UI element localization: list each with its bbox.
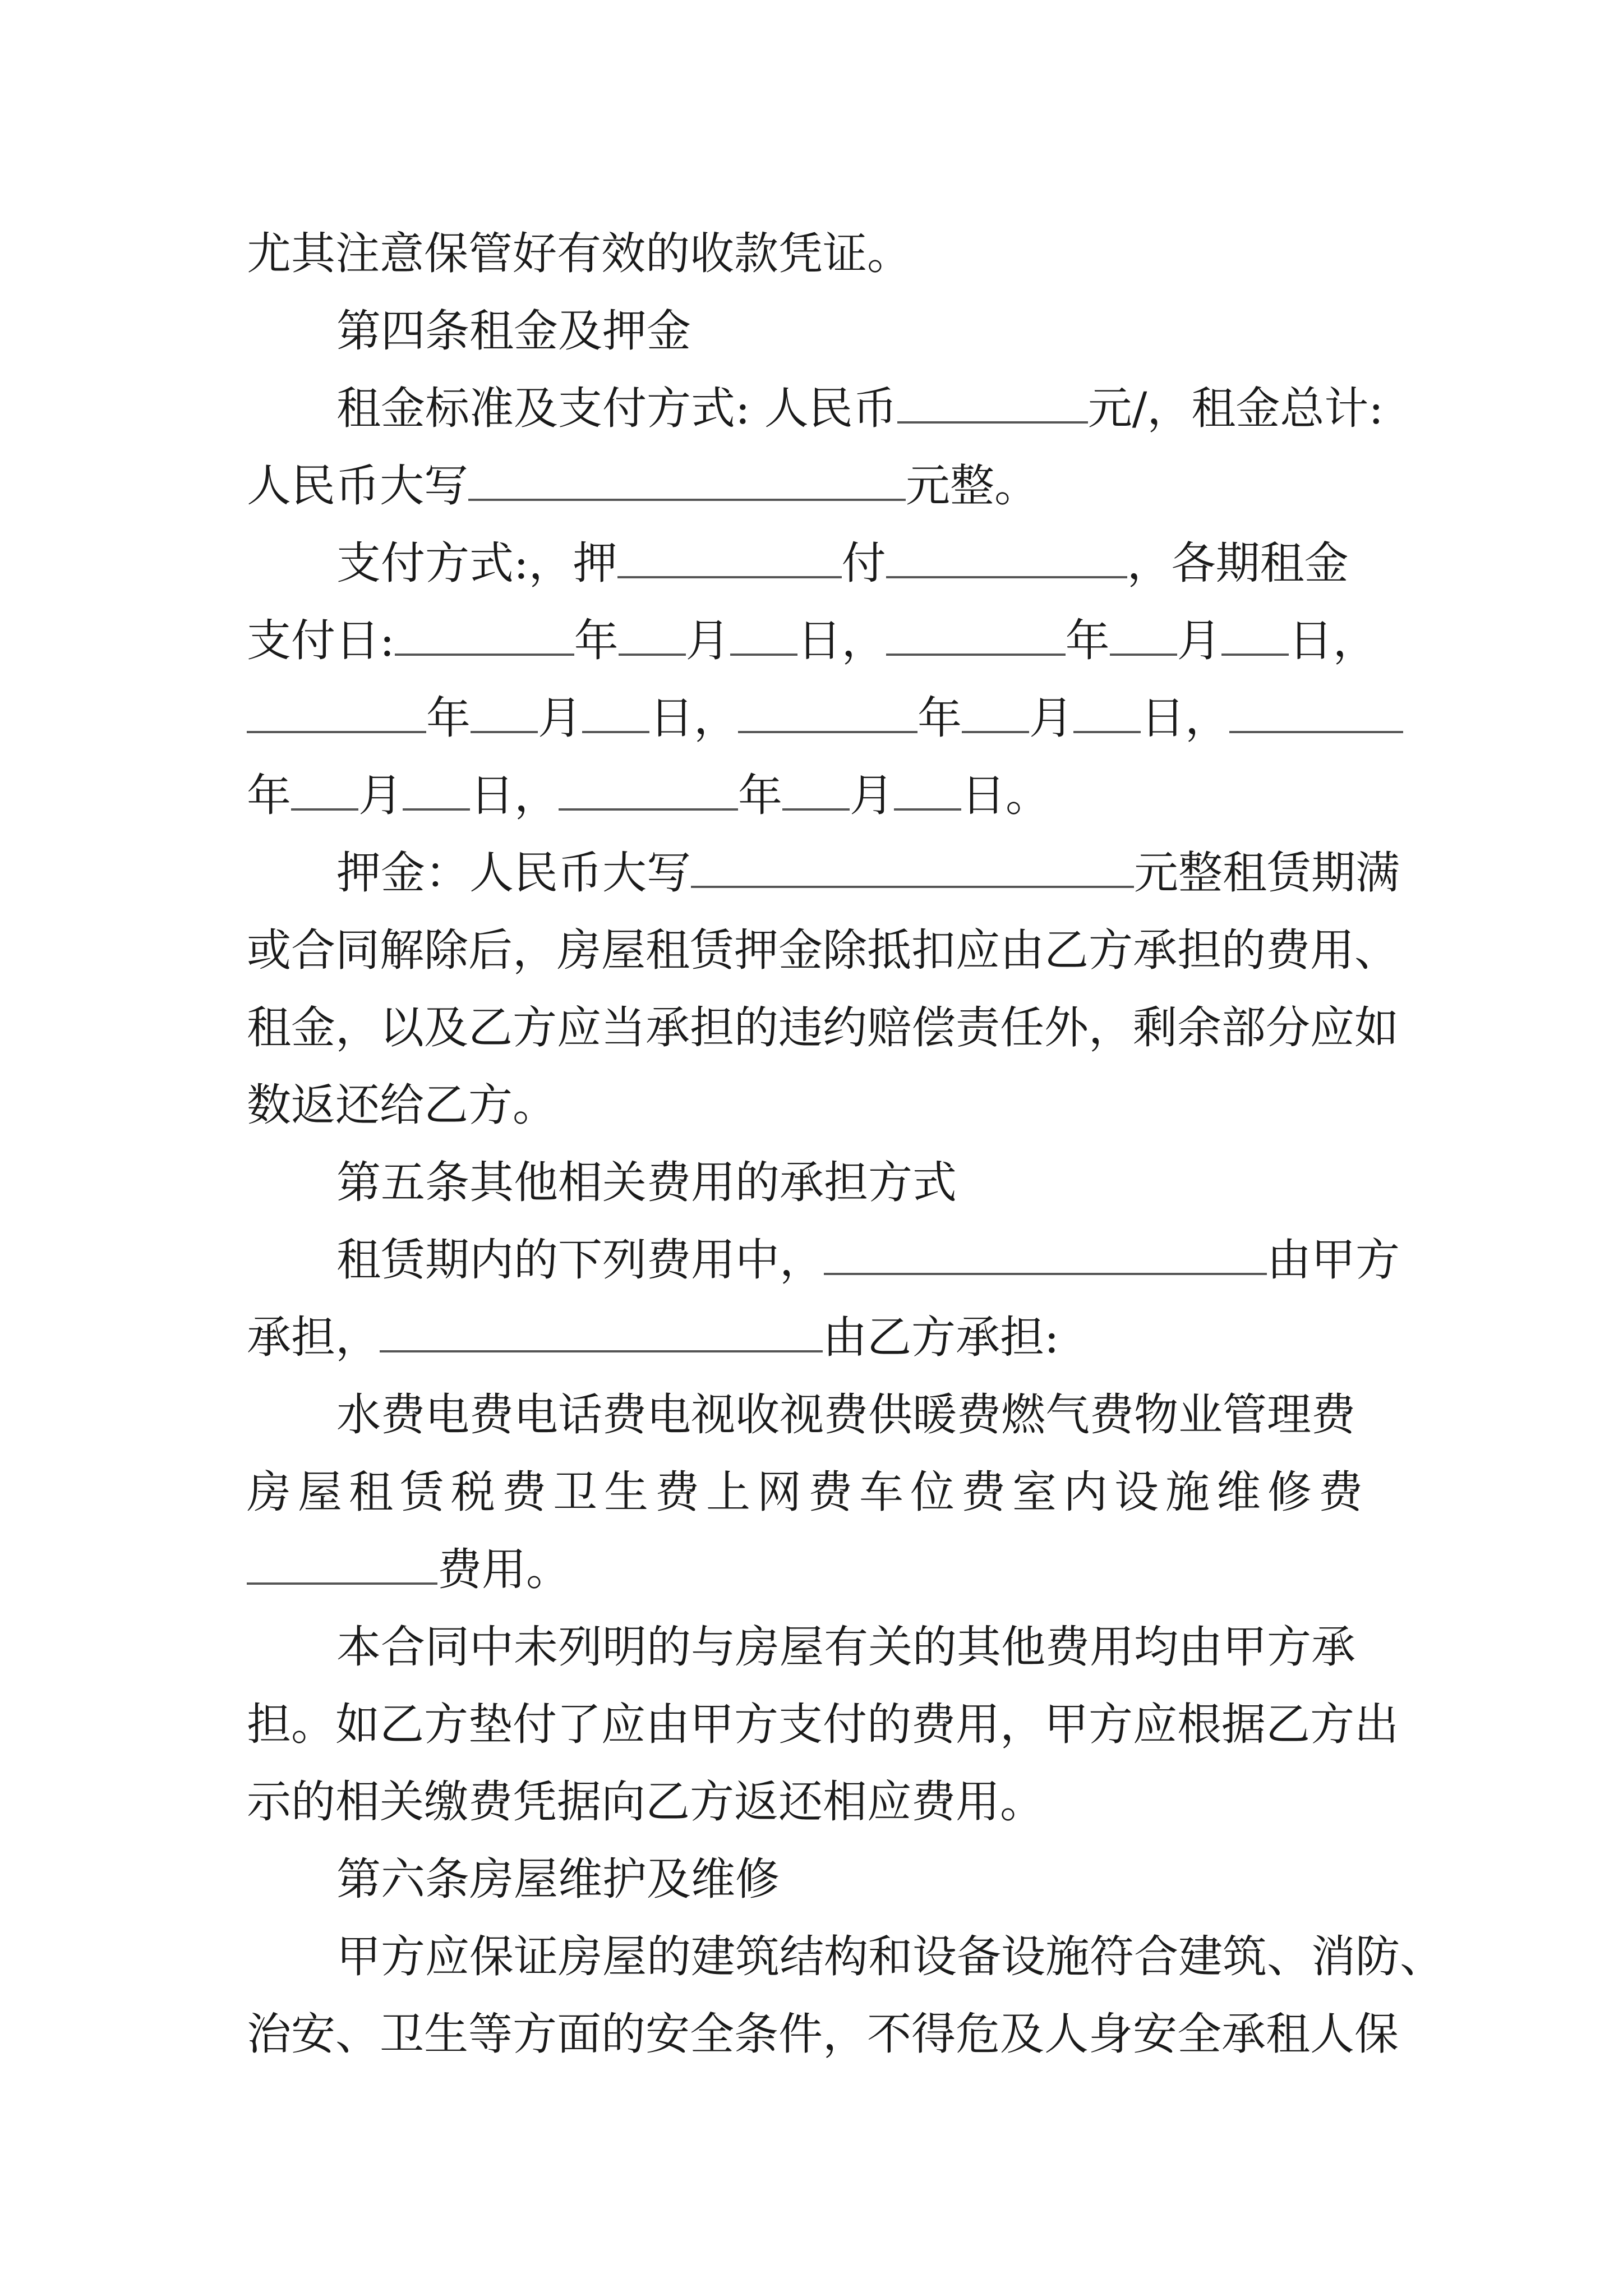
- deposit-months-blank[interactable]: [617, 538, 842, 578]
- document-body: [247, 215, 1444, 2073]
- payment-months-blank[interactable]: [886, 538, 1127, 578]
- fees-tenant-line: 承担， 由乙方承担:: [247, 1312, 1059, 1363]
- other-fees-blank[interactable]: [247, 1544, 437, 1585]
- day-blank[interactable]: [582, 693, 649, 733]
- day-blank[interactable]: [1221, 615, 1289, 656]
- day-blank[interactable]: [894, 770, 961, 811]
- month-blank[interactable]: [471, 693, 538, 733]
- month-blank[interactable]: [782, 770, 850, 811]
- article-4-heading: 第四条租金及押金: [336, 305, 691, 357]
- day-blank[interactable]: [1073, 693, 1141, 733]
- text-line-11: 租金，以及乙方应当承担的违约赔偿责任外，剩余部分应如: [247, 1002, 1399, 1053]
- payment-dates-line-3: 年 月 日， 年 月 日。: [247, 770, 1050, 821]
- payment-dates-line-2: 年 月 日， 年 月 日，: [247, 679, 1391, 757]
- text-line-24: 治安、卫生等方面的安全条件，不得危及人身安全承租人保: [247, 2008, 1399, 2060]
- deposit-amount-blank[interactable]: [691, 848, 1134, 888]
- day-blank[interactable]: [730, 615, 797, 656]
- text-line-23: 甲方应保证房屋的建筑结构和设备设施符合建筑、消防、: [336, 1931, 1444, 1982]
- year-blank[interactable]: [395, 615, 574, 656]
- year-blank[interactable]: [886, 615, 1066, 656]
- month-blank[interactable]: [619, 615, 686, 656]
- fees-landlord-line: 租赁期内的下列费用中， 由甲方: [336, 1234, 1400, 1286]
- rent-amount-blank[interactable]: [897, 383, 1088, 424]
- month-blank[interactable]: [291, 770, 358, 811]
- year-blank[interactable]: [559, 770, 738, 811]
- payment-method-line: 支付方式:，押 付 ，各期租金: [336, 537, 1349, 589]
- year-blank[interactable]: [247, 693, 426, 733]
- rent-standard-line: 租金标准及支付方式: 人民币 元/，租金总计:: [336, 383, 1384, 434]
- rent-total-blank[interactable]: [468, 461, 906, 501]
- text-line-1: 尤其注意保管好有效的收款凭证。: [247, 228, 911, 279]
- landlord-fees-blank[interactable]: [824, 1235, 1267, 1275]
- fee-list-line-3: 费用。: [247, 1531, 1391, 1608]
- year-blank[interactable]: [738, 693, 917, 733]
- text-line-12: 数返还给乙方。: [247, 1079, 557, 1131]
- article-6-heading: 第六条房屋维护及维修: [336, 1853, 780, 1905]
- fee-list-line-1: 水费电费电话费电视收视费供暖费燃气费物业管理费: [336, 1389, 1355, 1441]
- rent-total-line: 人民币大写 元整。: [247, 460, 1039, 512]
- payment-dates-line-1: 支付日: 年 月 日， 年 月 日，: [247, 615, 1377, 666]
- text-line-21: 示的相关缴费凭据向乙方返还相应费用。: [247, 1776, 1044, 1828]
- deposit-line: 押金：人民币大写 元整租赁期满: [336, 847, 1400, 899]
- tenant-fees-blank[interactable]: [380, 1312, 823, 1352]
- month-blank[interactable]: [1110, 615, 1177, 656]
- fee-list-line-2: 房屋租赁税费卫生费上网费车位费室内设施维修费: [247, 1466, 1370, 1518]
- text-line-20: 担。如乙方垫付了应由甲方支付的费用，甲方应根据乙方出: [247, 1699, 1399, 1750]
- day-blank[interactable]: [403, 770, 470, 811]
- text-line-19: 本合同中未列明的与房屋有关的其他费用均由甲方承: [336, 1621, 1355, 1673]
- month-blank[interactable]: [962, 693, 1029, 733]
- text-line-10: 或合同解除后，房屋租赁押金除抵扣应由乙方承担的费用、: [247, 924, 1399, 976]
- article-5-heading: 第五条其他相关费用的承担方式: [336, 1157, 957, 1208]
- year-blank[interactable]: [1229, 693, 1403, 733]
